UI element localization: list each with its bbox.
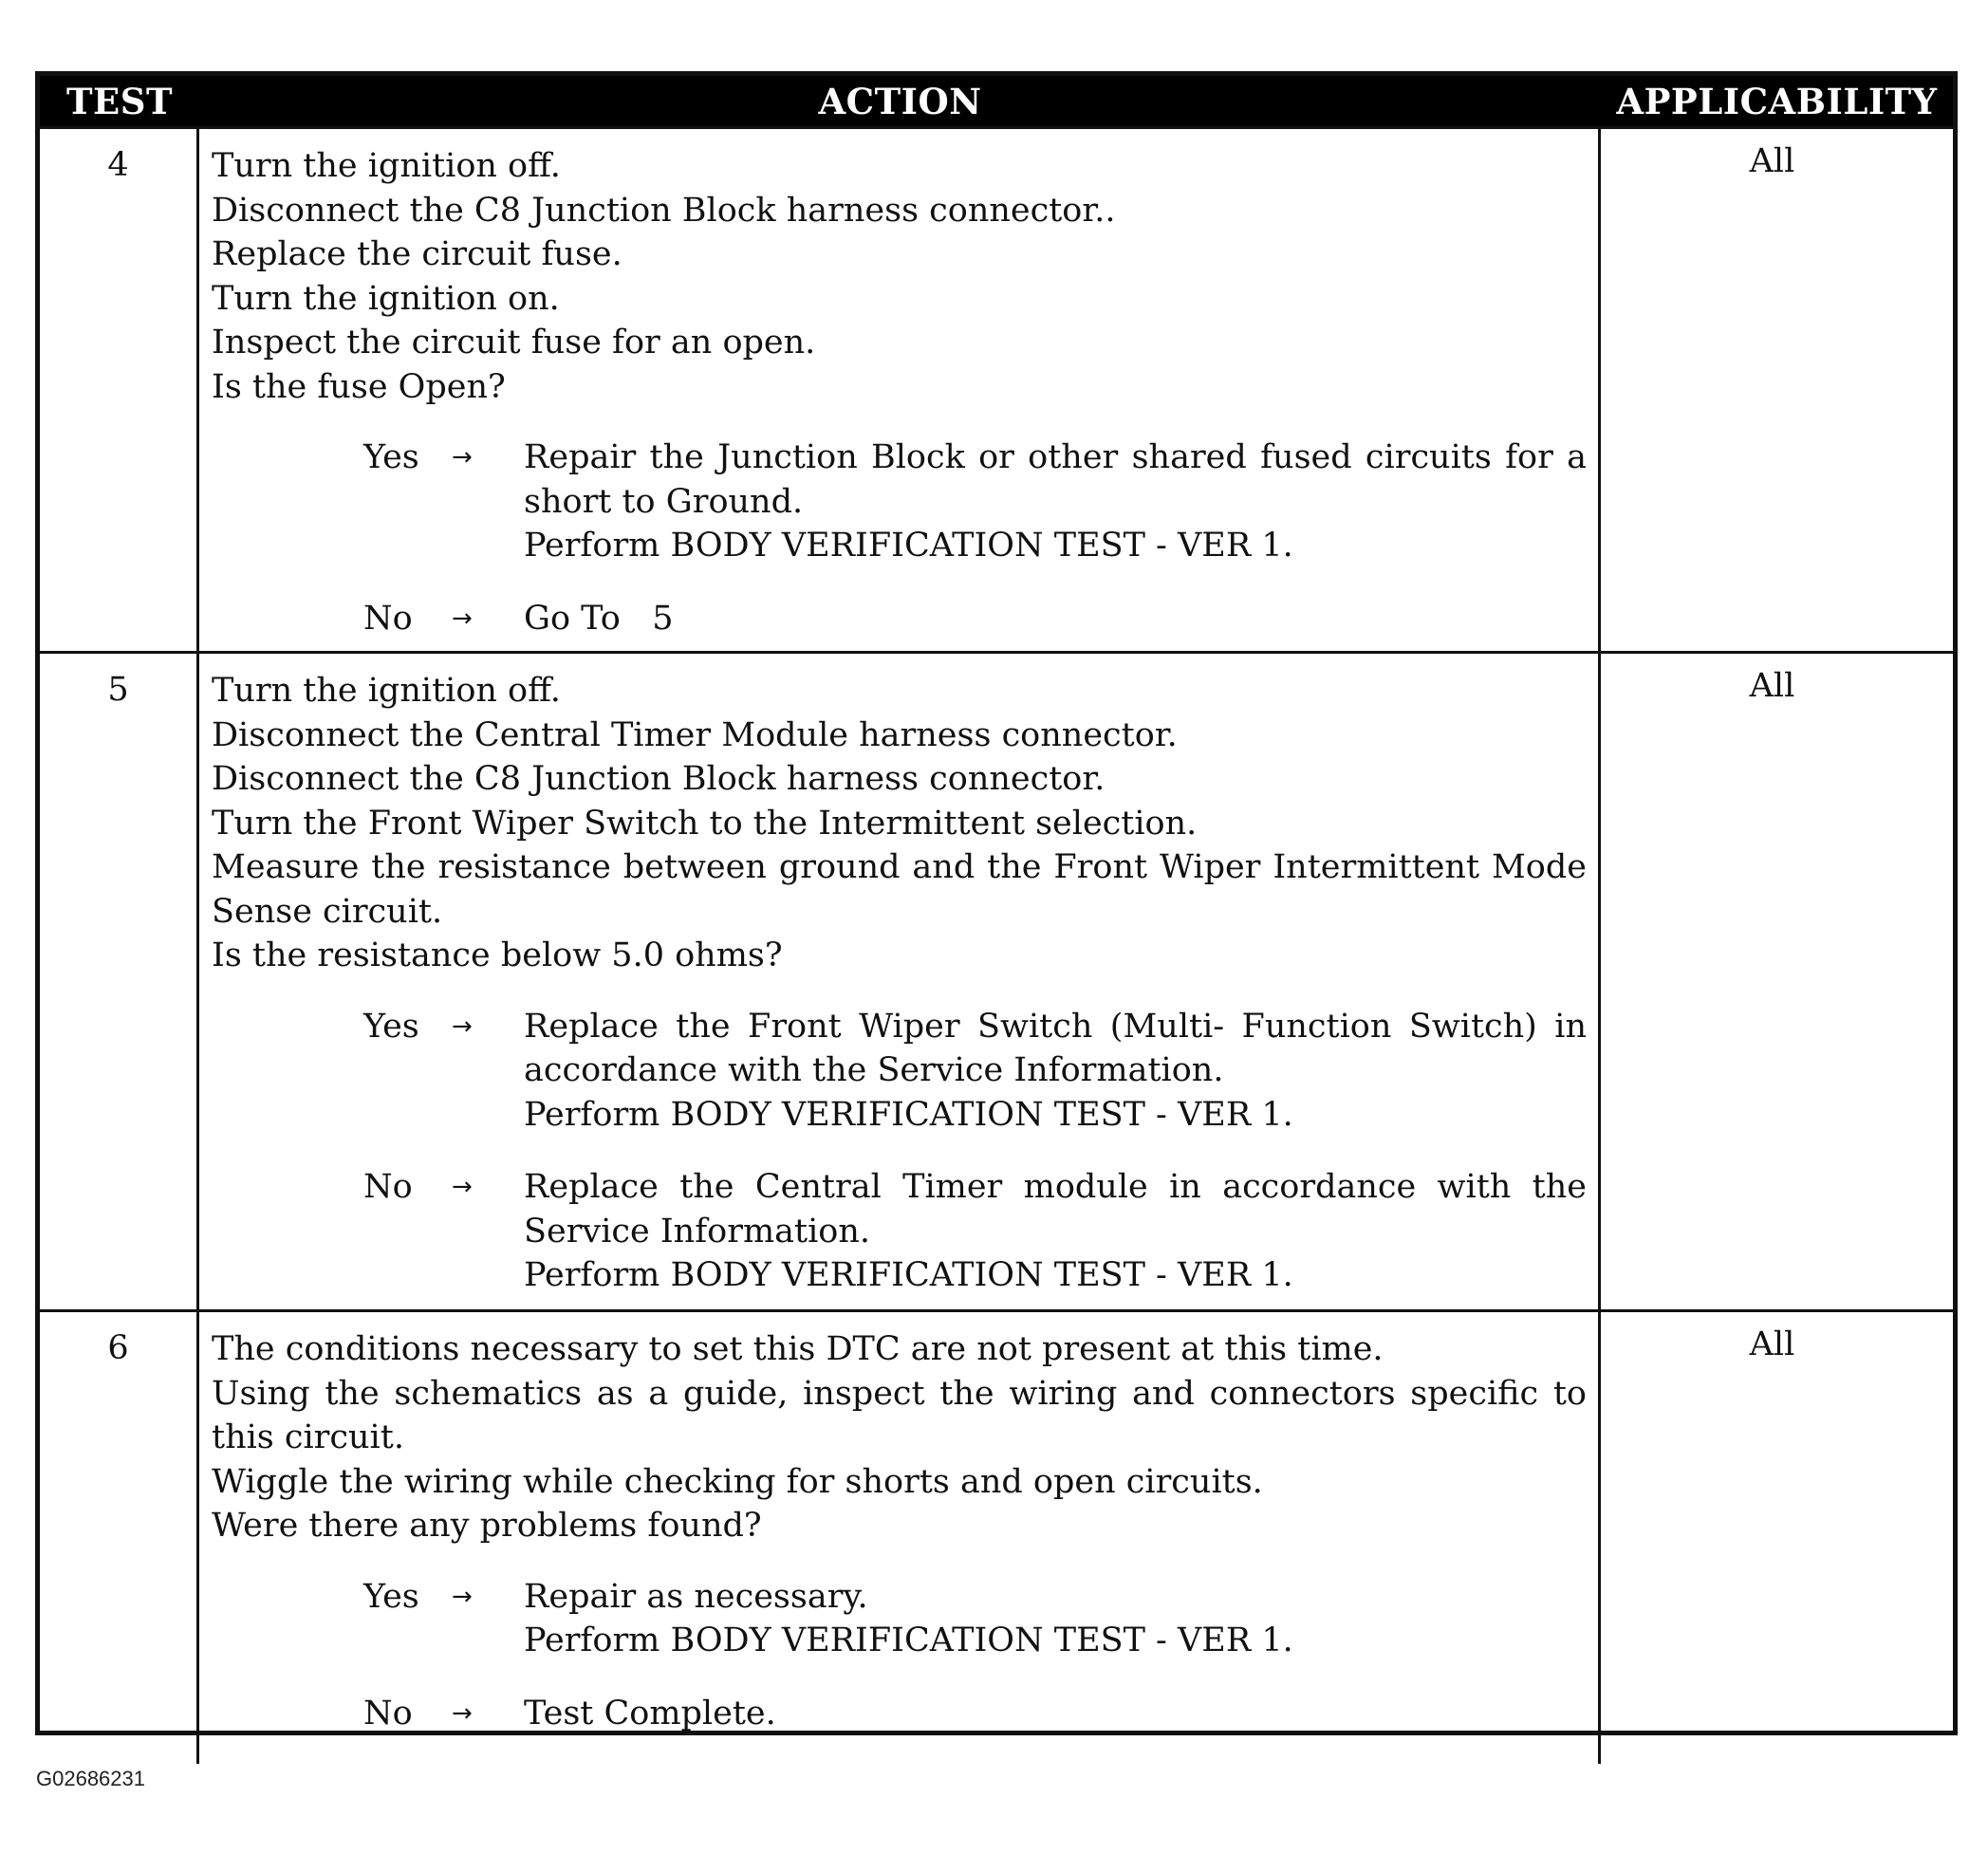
- action-step: Disconnect the C8 Junction Block harness connector.: [212, 760, 1105, 798]
- outcome-result: [524, 1692, 1587, 1736]
- outcome-label: Yes: [363, 438, 419, 476]
- header-applicability: APPLICABILITY: [1616, 80, 1938, 122]
- applicability-value: All: [1749, 1325, 1795, 1363]
- action-step: Turn the Front Wiper Switch to the Intermittent selection.: [212, 804, 1198, 843]
- result-line: Replace the Central Timer module in accordance with the Service Information.: [524, 1168, 1587, 1251]
- action-step: Turn the ignition off.: [212, 672, 561, 710]
- outcome-label: No: [363, 1694, 413, 1733]
- result-line: Go To 5: [524, 599, 674, 638]
- result-line: Repair as necessary.: [524, 1577, 868, 1616]
- outcome-no: [363, 597, 1587, 641]
- arrow-right-icon: →: [452, 1011, 473, 1041]
- test-number: 5: [40, 654, 199, 1309]
- action-step: Replace the circuit fuse.: [212, 235, 622, 273]
- result-line: Perform BODY VERIFICATION TEST - VER 1.: [524, 1621, 1293, 1659]
- action-step: Turn the ignition on.: [212, 279, 560, 318]
- result-line: Perform BODY VERIFICATION TEST - VER 1.: [524, 527, 1293, 565]
- outcome-result: [524, 435, 1587, 568]
- arrow-right-icon: →: [452, 1582, 473, 1611]
- action-cell: [199, 654, 1601, 1309]
- outcome-yes: [363, 1575, 1587, 1663]
- result-line: Test Complete.: [524, 1694, 776, 1733]
- outcome-result: [524, 1575, 1587, 1663]
- table-row-test-4: [40, 129, 1953, 654]
- outcomes: [212, 435, 1587, 640]
- outcome-result: [524, 1165, 1587, 1298]
- outcome-label: Yes: [363, 1577, 419, 1616]
- action-step: Wiggle the wiring while checking for shorts and open circuits.: [212, 1462, 1263, 1501]
- arrow-right-icon: →: [452, 1698, 473, 1728]
- figure-id: G02686231: [36, 1767, 145, 1790]
- action-step: Disconnect the C8 Junction Block harness connector..: [212, 191, 1116, 230]
- result-line: Perform BODY VERIFICATION TEST - VER 1.: [524, 1256, 1293, 1294]
- arrow-right-icon: →: [452, 443, 473, 472]
- action-step: The conditions necessary to set this DTC are not present at this time.: [212, 1330, 1384, 1368]
- result-line: Repair the Junction Block or other shared fused circuits for a short to Ground.: [524, 438, 1587, 521]
- test-number: 4: [40, 129, 199, 651]
- applicability-value: All: [1749, 667, 1795, 705]
- action-step: Disconnect the Central Timer Module harness connector.: [212, 715, 1178, 754]
- table-header-row: [40, 76, 1953, 129]
- outcome-label: No: [363, 1168, 413, 1206]
- table-row-test-5: [40, 654, 1953, 1312]
- action-step: Measure the resistance between ground and the Front Wiper Intermittent Mode Sense circuit.: [212, 848, 1587, 931]
- outcome-no: [363, 1165, 1587, 1298]
- result-line: Perform BODY VERIFICATION TEST - VER 1.: [524, 1095, 1293, 1134]
- action-step: Is the resistance below 5.0 ohms?: [212, 936, 783, 974]
- applicability-value: All: [1749, 142, 1795, 180]
- outcome-no: [363, 1692, 1587, 1736]
- outcomes: [212, 1575, 1587, 1736]
- header-test: TEST: [66, 80, 173, 122]
- outcome-yes: [363, 435, 1587, 568]
- action-cell: [199, 1312, 1601, 1764]
- action-step: Is the fuse Open?: [212, 367, 506, 406]
- outcome-result: [524, 597, 1587, 641]
- action-step: Inspect the circuit fuse for an open.: [212, 324, 816, 361]
- header-action: ACTION: [818, 80, 982, 122]
- outcome-label: No: [363, 599, 413, 638]
- outcome-result: [524, 1005, 1587, 1138]
- action-cell: [199, 129, 1601, 651]
- action-step: Turn the ignition off.: [212, 147, 561, 185]
- result-line: Replace the Front Wiper Switch (Multi- Function Switch) in accordance with the Service Information.: [524, 1007, 1587, 1089]
- table-row-test-6: [40, 1312, 1953, 1764]
- arrow-right-icon: →: [452, 1173, 473, 1201]
- action-step: Using the schematics as a guide, inspect the wiring and connectors specific to this circuit.: [212, 1374, 1587, 1456]
- arrow-right-icon: →: [452, 603, 473, 633]
- diagnostic-test-table: [35, 71, 1958, 1735]
- outcomes: [212, 1005, 1587, 1298]
- outcome-label: Yes: [363, 1007, 419, 1046]
- outcome-yes: [363, 1005, 1587, 1138]
- test-number: 6: [40, 1312, 199, 1764]
- action-step: Were there any problems found?: [212, 1507, 762, 1545]
